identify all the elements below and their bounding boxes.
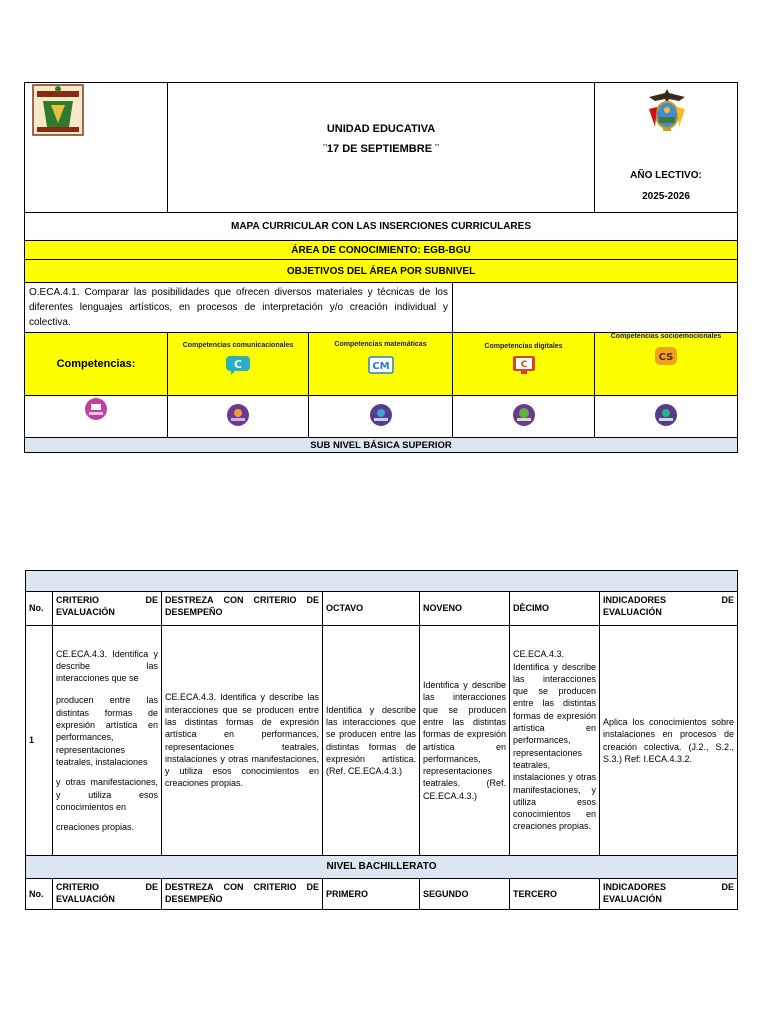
header-noveno: NOVENO bbox=[420, 592, 510, 626]
row-destreza: CE.ECA.4.3. Identifica y describe las interacciones que se producen entre las distintas formas de expresión artística en performances, representaciones teatrales, instalaciones y otras manifestaciones, y utiliza esos conocimientos en creaciones propias. bbox=[162, 626, 323, 856]
header-decimo: DÈCIMO bbox=[510, 592, 600, 626]
insertion-icon-cell-3 bbox=[309, 396, 453, 438]
table-row bbox=[26, 626, 738, 856]
socioemocionales-badge-icon bbox=[654, 346, 678, 366]
sub-nivel-row: SUB NIVEL BÁSICA SUPERIOR bbox=[25, 438, 738, 453]
matematicas-badge-icon bbox=[368, 355, 394, 375]
pink-badge-icon bbox=[84, 397, 108, 421]
row-indicadores: Aplica los conocimientos sobre instalaciones en procesos de creación colectiva. (J.2., S.2., S.3.) Ref: I.ECA.4.3.2. bbox=[600, 626, 738, 856]
ecuador-coat-of-arms-icon bbox=[645, 87, 689, 133]
insertion-icon-cell-4 bbox=[453, 396, 595, 438]
objective-text: O.ECA.4.1. Comparar las posibilidades que ofrecen diversos materiales y técnicas de los diferentes lenguajes artísticos, en procesos de interpretación y/o creación individual y colectiva. bbox=[25, 283, 453, 333]
row-decimo: CE.ECA.4.3. Identifica y describe las interacciones que se producen entre las distintas formas de expresión artística en performances, representaciones teatrales, instalaciones y otras manifestaciones, y utiliza esos conocimientos en creaciones propias. bbox=[510, 626, 600, 856]
purple-badge-icon bbox=[226, 403, 250, 427]
comp-digitales-title: Competencias digitales bbox=[484, 343, 563, 350]
school-line-2: ¨17 DE SEPTIEMBRE ¨ bbox=[323, 142, 439, 155]
table-header-row bbox=[26, 592, 738, 626]
header-destreza: DESTREZA CON CRITERIO DE DESEMPEÑO bbox=[162, 592, 323, 626]
curriculum-table bbox=[25, 570, 738, 910]
bach-header-primero: PRIMERO bbox=[323, 879, 420, 910]
row-noveno: Identifica y describe las interacciones que se producen entre las distintas formas de expresión artística en performances, representaciones teatrales. (Ref. CE.ECA.4.3.) bbox=[420, 626, 510, 856]
digitales-badge-icon bbox=[511, 355, 537, 377]
bach-header-row bbox=[26, 879, 738, 910]
objective-empty-cell bbox=[453, 283, 738, 333]
map-title: MAPA CURRICULAR CON LAS INSERCIONES CURRICULARES bbox=[25, 213, 738, 241]
header-criterio: CRITERIO DE EVALUACIÓN bbox=[53, 592, 162, 626]
bach-header-criterio: CRITERIO DE EVALUACIÓN bbox=[53, 879, 162, 910]
bach-header-destreza: DESTREZA CON CRITERIO DE DESEMPEÑO bbox=[162, 879, 323, 910]
year-cell bbox=[595, 83, 738, 213]
comp-socioemocionales bbox=[595, 333, 738, 396]
table-top-band bbox=[26, 571, 738, 592]
teal-badge-icon bbox=[654, 403, 678, 427]
header-no: No. bbox=[26, 592, 53, 626]
school-name-cell bbox=[168, 83, 595, 213]
bach-header-tercero: TERCERO bbox=[510, 879, 600, 910]
row-octavo: Identifica y describe las interacciones que se producen entre las distintas formas de expresión artística. (Ref. CE.ECA.4.3.) bbox=[323, 626, 420, 856]
objectives-title: OBJETIVOS DEL ÁREA POR SUBNIVEL bbox=[25, 260, 738, 283]
school-line-1: UNIDAD EDUCATIVA bbox=[326, 122, 436, 135]
green-badge-icon bbox=[512, 403, 536, 427]
nivel-bachillerato-row: NIVEL BACHILLERATO bbox=[26, 856, 738, 879]
comp-matematicas-title: Competencias matemáticas bbox=[334, 341, 427, 348]
school-crest-icon bbox=[31, 83, 85, 137]
header-indicadores: INDICADORES DE EVALUACIÓN bbox=[600, 592, 738, 626]
year-label: AÑO LECTIVO: bbox=[630, 170, 702, 181]
comunicacionales-badge-icon bbox=[225, 355, 251, 375]
bach-header-segundo: SEGUNDO bbox=[420, 879, 510, 910]
header-octavo: OCTAVO bbox=[323, 592, 420, 626]
bach-header-indicadores: INDICADORES DE EVALUACIÓN bbox=[600, 879, 738, 910]
comp-comunicacionales bbox=[168, 333, 309, 396]
svg-text:C: C bbox=[520, 360, 527, 370]
blue-badge-icon bbox=[369, 403, 393, 427]
comp-socioemocionales-title: Competencias socioemocionales bbox=[610, 333, 722, 340]
bach-header-no: No. bbox=[26, 879, 53, 910]
svg-text:CM: CM bbox=[371, 361, 390, 372]
insertion-icon-cell-2 bbox=[168, 396, 309, 438]
insertion-icon-cell-1 bbox=[25, 396, 168, 438]
row-criterio: CE.ECA.4.3. Identifica y describe las interacciones que se producen entre las distintas formas de expresión artística en performances, representaciones teatrales, instalaciones y otras manifestaciones, y utiliza esos conocimientos en creaciones propias. bbox=[53, 626, 162, 856]
comp-comunicacionales-title: Competencias comunicacionales bbox=[182, 342, 294, 349]
svg-text:C: C bbox=[233, 358, 243, 371]
year-value: 2025-2026 bbox=[642, 191, 690, 202]
header-table bbox=[24, 82, 738, 453]
row-no: 1 bbox=[26, 626, 53, 856]
comp-matematicas bbox=[309, 333, 453, 396]
comp-digitales bbox=[453, 333, 595, 396]
svg-text:CS: CS bbox=[658, 352, 674, 363]
competencias-label: Competencias: bbox=[25, 333, 168, 396]
school-logo-cell bbox=[25, 83, 168, 213]
area-row: ÁREA DE CONOCIMIENTO: EGB-BGU bbox=[25, 241, 738, 260]
insertion-icon-cell-5 bbox=[595, 396, 738, 438]
